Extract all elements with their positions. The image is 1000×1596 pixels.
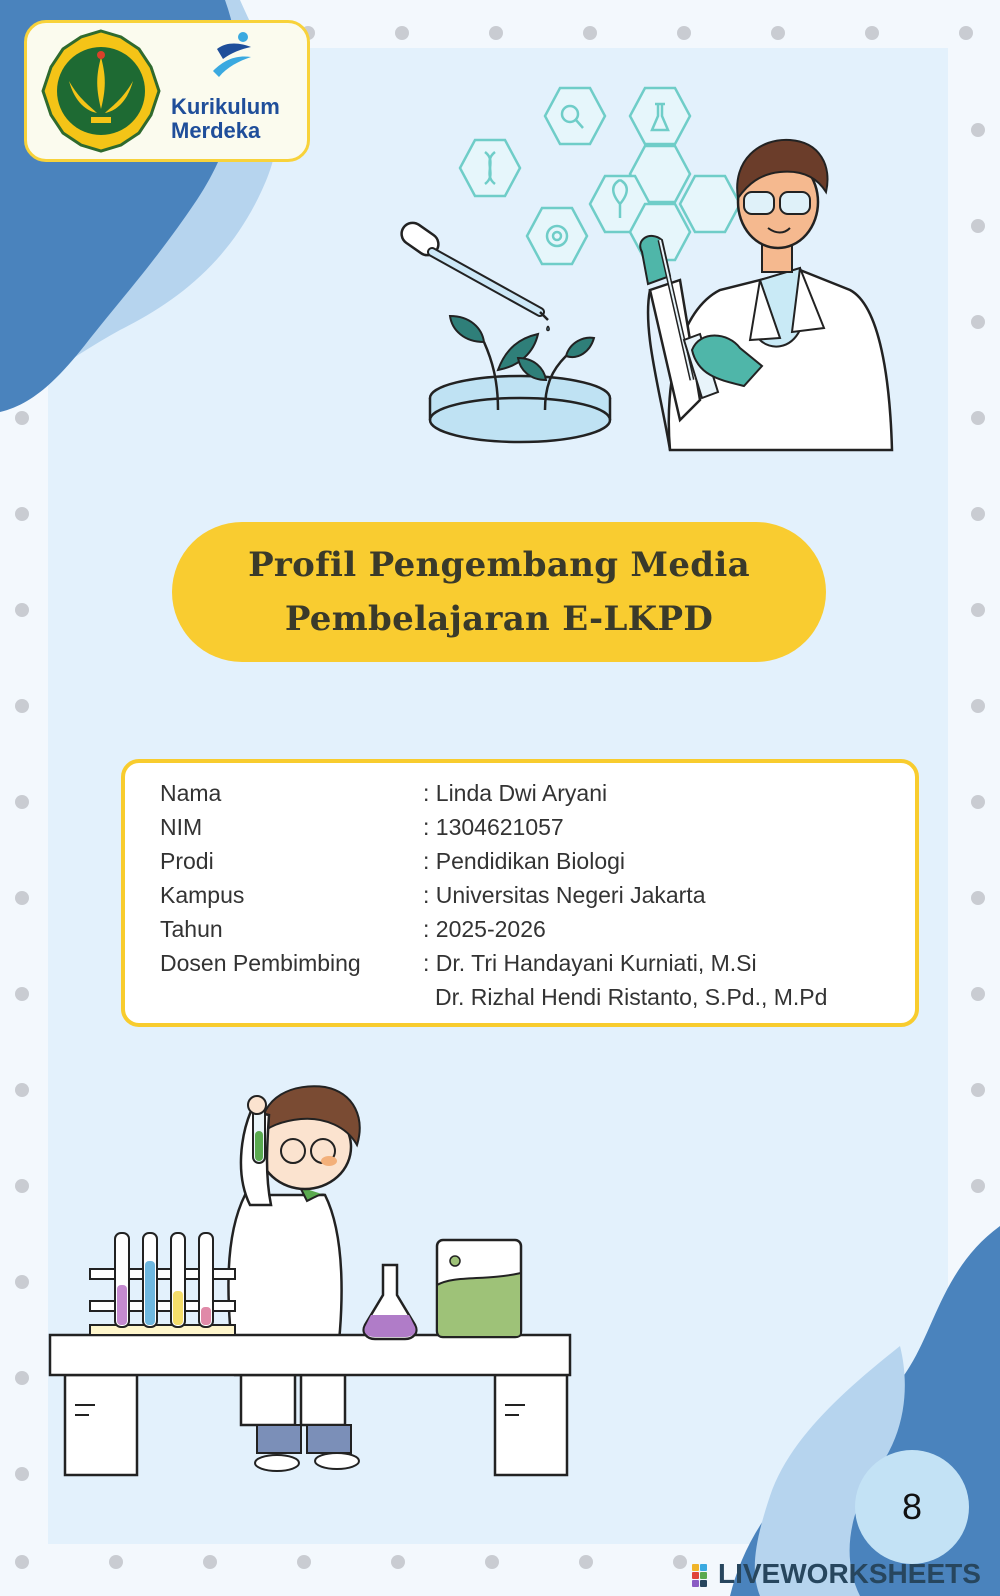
profile-label: Nama [160, 780, 222, 806]
border-dot [15, 507, 29, 521]
border-dot [15, 1467, 29, 1481]
liveworksheets-logo-icon [692, 1562, 714, 1586]
kurikulum-line1: Kurikulum [171, 94, 280, 119]
border-dot [971, 891, 985, 905]
border-dot [15, 987, 29, 1001]
kurikulum-line2: Merdeka [171, 118, 261, 143]
profile-value: : Linda Dwi Aryani [423, 780, 608, 806]
kurikulum-merdeka-logo-icon [207, 31, 257, 77]
border-dot [15, 1555, 29, 1569]
border-dot [971, 795, 985, 809]
title-banner [172, 522, 826, 662]
border-dot [15, 1371, 29, 1385]
border-dot [203, 1555, 217, 1569]
border-dot [15, 795, 29, 809]
border-dot [971, 1179, 985, 1193]
profile-label: NIM [160, 814, 203, 840]
border-dot [971, 699, 985, 713]
border-dot [971, 987, 985, 1001]
border-dot [109, 1555, 123, 1569]
science-illustration-top [380, 80, 940, 460]
border-dot [971, 315, 985, 329]
profile-label: Dosen Pembimbing [160, 950, 361, 976]
border-dot [15, 1083, 29, 1097]
border-dot [15, 1275, 29, 1289]
border-dot [971, 123, 985, 137]
profile-value: : 2025-2026 [423, 916, 546, 942]
petri-dish-plant-icon [430, 316, 610, 442]
title-line-1: Profil Pengembang Media [248, 545, 750, 585]
border-dot [771, 26, 785, 40]
title-line-2: Pembelajaran E-LKPD [284, 599, 714, 639]
border-dot [579, 1555, 593, 1569]
border-dot [297, 1555, 311, 1569]
border-dot [677, 26, 691, 40]
page-number: 8 [855, 1450, 969, 1564]
hexagon-science-icons [460, 88, 740, 264]
profile-info-box [121, 759, 919, 1027]
profile-label: Kampus [160, 882, 245, 908]
profile-label: Prodi [160, 848, 214, 874]
liveworksheets-brand: LIVEWORKSHEETS [718, 1558, 981, 1589]
logo-box [24, 20, 310, 162]
border-dot [391, 1555, 405, 1569]
border-dot [971, 1083, 985, 1097]
border-dot [395, 26, 409, 40]
border-dot [15, 603, 29, 617]
profile-value: : 1304621057 [423, 814, 564, 840]
border-dot [485, 1555, 499, 1569]
border-dot [971, 507, 985, 521]
border-dot [15, 699, 29, 713]
border-dot [971, 411, 985, 425]
profile-value: : Universitas Negeri Jakarta [423, 882, 706, 908]
border-dot [583, 26, 597, 40]
border-dot [673, 1555, 687, 1569]
profile-value: : Pendidikan Biologi [423, 848, 626, 874]
border-dot [971, 603, 985, 617]
border-dot [959, 26, 973, 40]
border-dot [971, 219, 985, 233]
liveworksheets-footer [692, 1558, 981, 1590]
border-dot [865, 26, 879, 40]
child-scientist-illustration-icon [45, 1075, 605, 1495]
university-seal-icon [39, 29, 163, 153]
border-dot [489, 26, 503, 40]
profile-value: : Dr. Tri Handayani Kurniati, M.Si [423, 950, 757, 976]
profile-label: Tahun [160, 916, 223, 942]
border-dot [15, 1179, 29, 1193]
profile-value: Dr. Rizhal Hendi Ristanto, S.Pd., M.Pd [435, 984, 828, 1010]
border-dot [15, 891, 29, 905]
